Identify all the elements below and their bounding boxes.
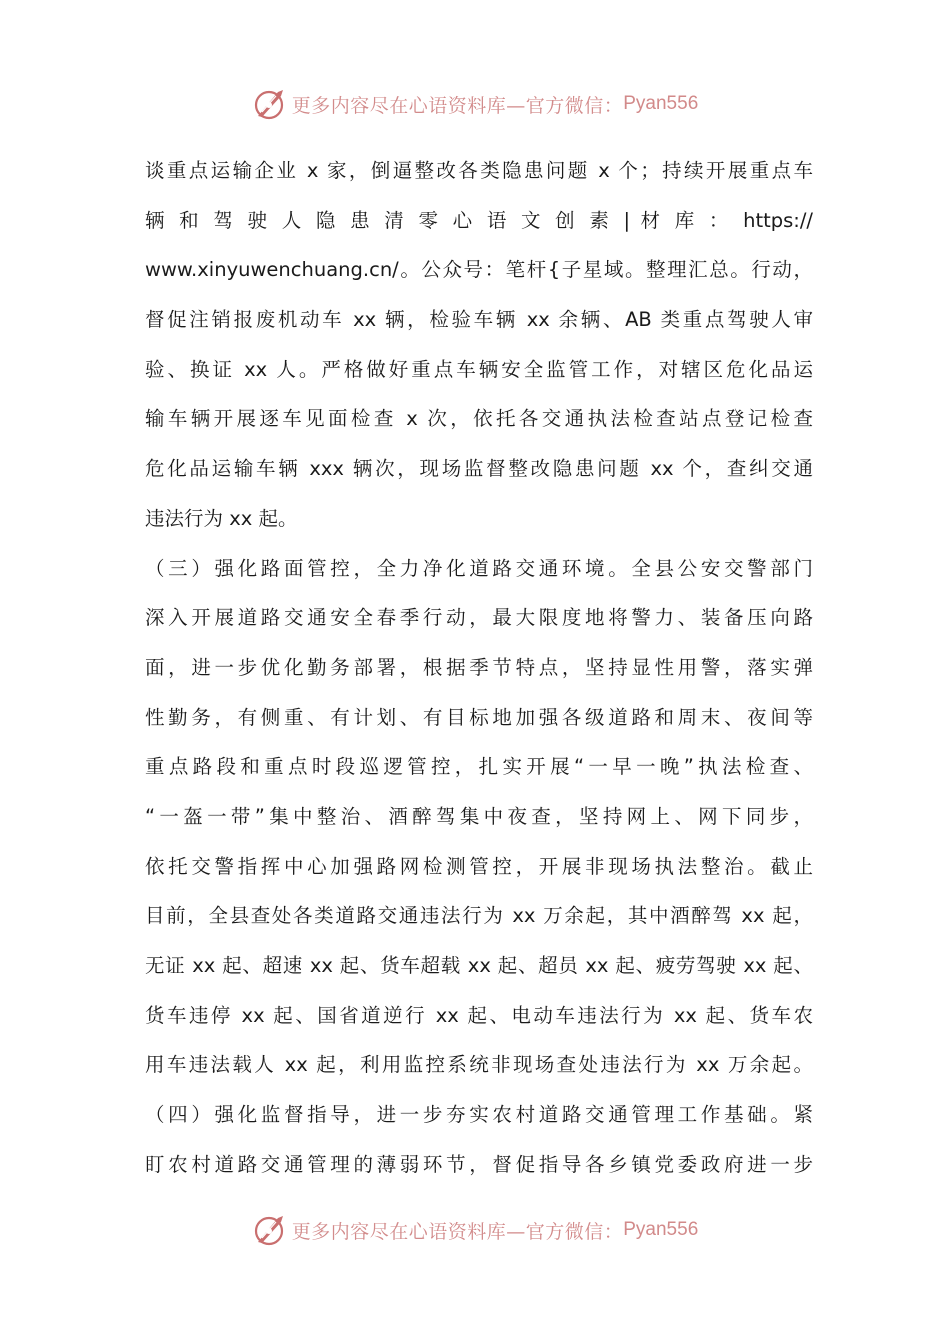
- text-line: 目前，全县查处各类道路交通违法行为 xx 万余起，其中酒醉驾 xx 起，: [145, 904, 813, 928]
- text-line: 违法行为 xx 起。: [145, 506, 298, 530]
- header-banner: [0, 84, 950, 124]
- text-line: 验、换证 xx 人。严格做好重点车辆安全监管工作，对辖区危化品运: [145, 357, 813, 381]
- text-line: 辆 和 驾 驶 人 隐 患 清 零 心 语 文 创 素 | 材 库 ： https://: [145, 208, 813, 232]
- text-line: 谈重点运输企业 x 家，倒逼整改各类隐患问题 x 个；持续开展重点车: [145, 159, 813, 182]
- text-line: 盯农村道路交通管理的薄弱环节，督促指导各乡镇党委政府进一步: [145, 1152, 813, 1176]
- quill-pen-logo-icon: [252, 1212, 288, 1248]
- footer-banner: [0, 1210, 950, 1250]
- text-line: （三）强化路面管控，全力净化道路交通环境。全县公安交警部门: [145, 556, 813, 580]
- header-banner-wechat-id: Pyan556: [623, 93, 699, 114]
- text-line: 重点路段和重点时段巡逻管控，扎实开展“一早一晚”执法检查、: [145, 755, 813, 779]
- text-line: “一盔一带”集中整治、酒醉驾集中夜查，坚持网上、网下同步，: [145, 804, 813, 828]
- text-line: 危化品运输车辆 xxx 辆次，现场监督整改隐患问题 xx 个，查纠交通: [145, 457, 813, 481]
- footer-banner-wechat-id: Pyan556: [623, 1219, 699, 1240]
- text-line: 用车违法载人 xx 起，利用监控系统非现场查处违法行为 xx 万余起。: [145, 1053, 813, 1077]
- text-line: 无证 xx 起、超速 xx 起、货车超载 xx 起、超员 xx 起、疲劳驾驶 xx 起、: [145, 954, 813, 977]
- footer-banner-text: 更多内容尽在心语资料库—官方微信：: [291, 1220, 624, 1243]
- text-line: 面，进一步优化勤务部署，根据季节特点，坚持显性用警，落实弹: [145, 655, 813, 679]
- quill-pen-logo-icon: [252, 86, 288, 122]
- text-line: 输车辆开展逐车见面检查 x 次，依托各交通执法检查站点登记检查: [145, 407, 813, 431]
- text-line: 督促注销报废机动车 xx 辆，检验车辆 xx 余辆、AB 类重点驾驶人审: [145, 308, 813, 332]
- text-line: （四）强化监督指导，进一步夯实农村道路交通管理工作基础。紧: [145, 1103, 813, 1127]
- text-line: www.xinyuwenchuang.cn/。公众号：笔杆{子星域。整理汇总。行动，: [145, 258, 813, 282]
- text-line: 依托交警指挥中心加强路网检测管控，开展非现场执法整治。截止: [145, 854, 813, 878]
- document-body: [145, 146, 813, 1189]
- header-banner-text: 更多内容尽在心语资料库—官方微信：: [291, 94, 624, 117]
- text-line: 货车违停 xx 起、国省道逆行 xx 起、电动车违法行为 xx 起、货车农: [145, 1003, 813, 1027]
- text-line: 性勤务，有侧重、有计划、有目标地加强各级道路和周末、夜间等: [145, 705, 813, 729]
- text-line: 深入开展道路交通安全春季行动，最大限度地将警力、装备压向路: [145, 606, 813, 630]
